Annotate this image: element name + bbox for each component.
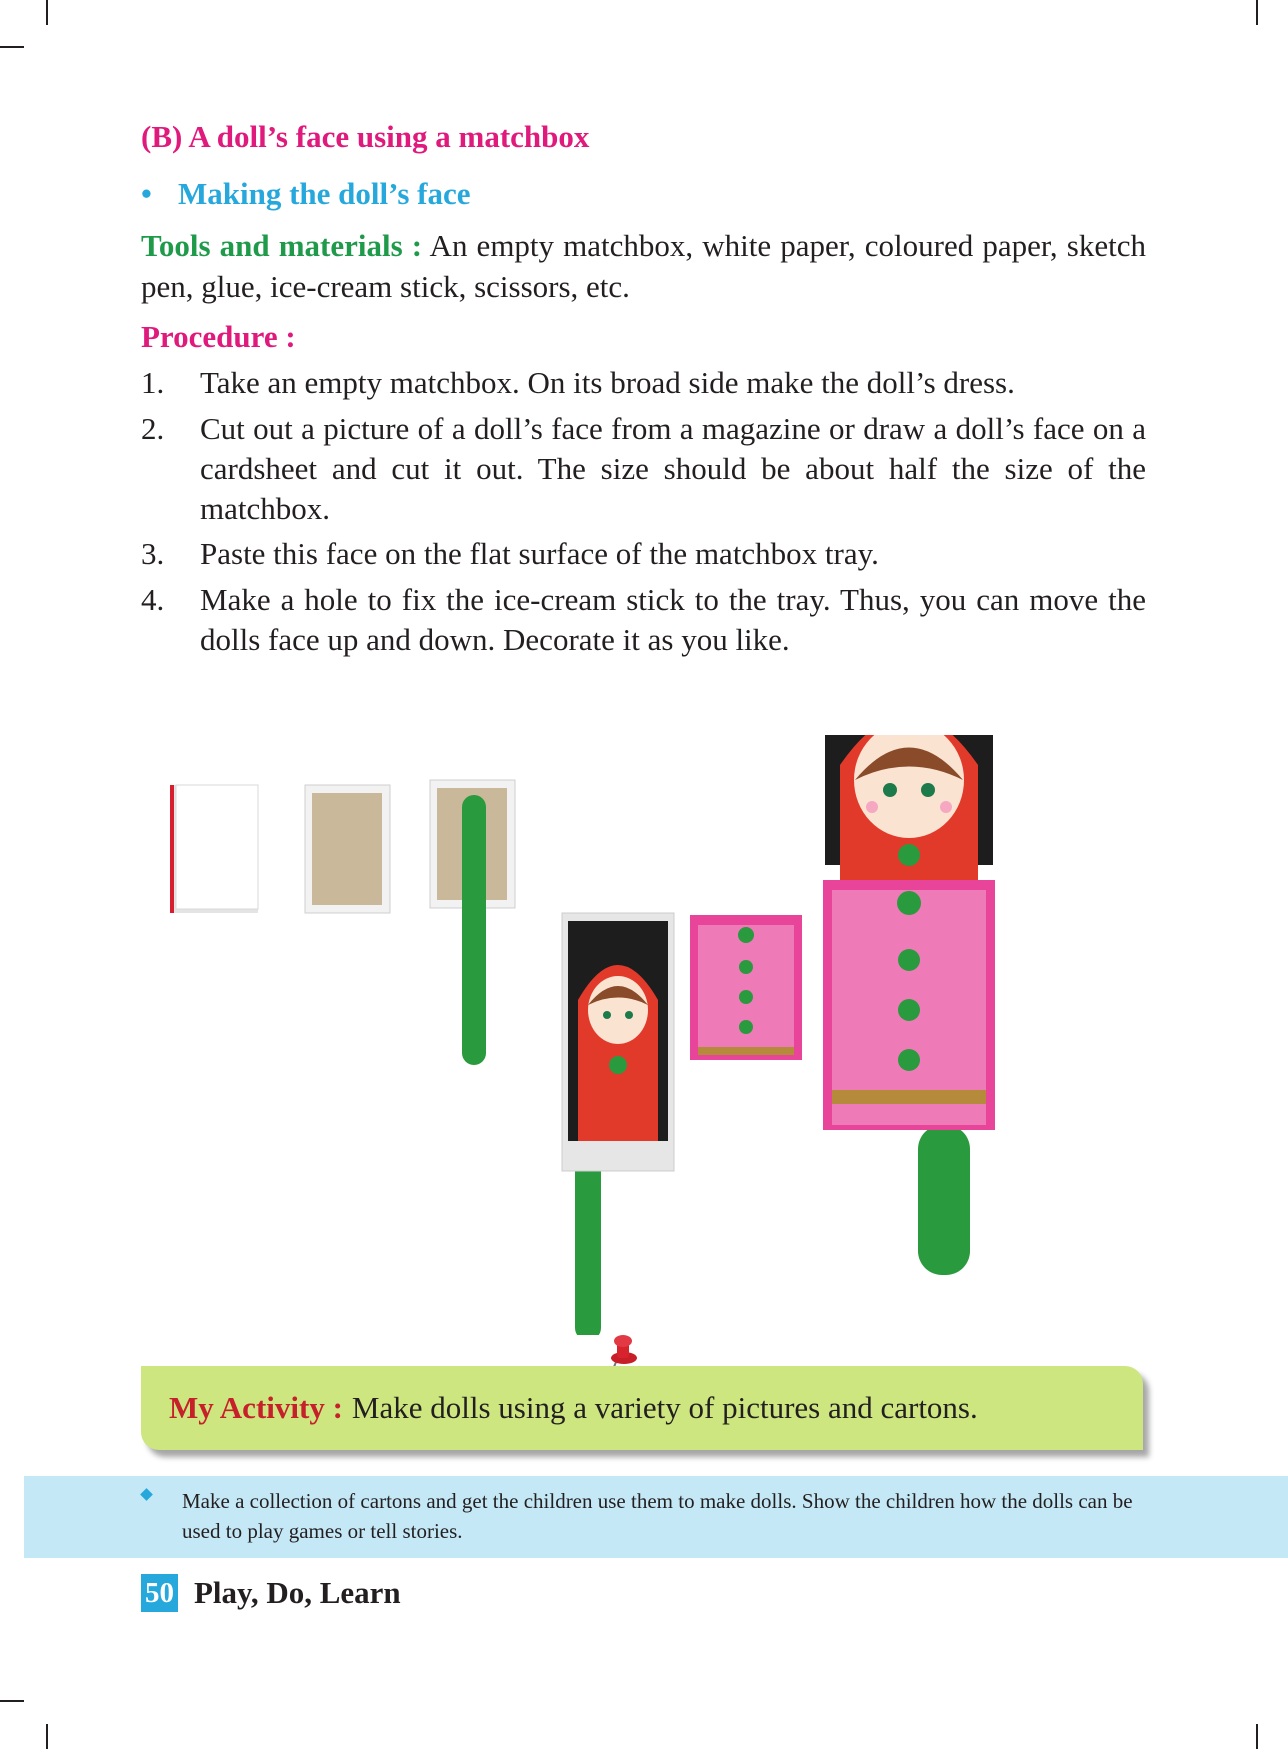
list-item bbox=[141, 534, 1146, 574]
step-text: Make a hole to fix the ice-cream stick to the tray. Thus, you can move the dolls face up and down. Decorate it as you like. bbox=[200, 581, 1146, 658]
crop-mark-bottom-left-h bbox=[0, 1700, 24, 1702]
section-heading: (B) A doll’s face using a matchbox bbox=[141, 119, 590, 154]
step-text: Cut out a picture of a doll’s face from a magazine or draw a doll’s face on a cardsheet and cut it out. The size should be about half the size of the matchbox. bbox=[200, 410, 1146, 527]
page-number: 50 bbox=[141, 1574, 178, 1612]
activity-text: Make dolls using a variety of pictures and cartons. bbox=[351, 1390, 978, 1425]
list-item bbox=[141, 580, 1146, 661]
list-item bbox=[141, 409, 1146, 530]
teacher-note-text: Make a collection of cartons and get the children use them to make dolls. Show the children how the dolls can be used to play games or tell stories. bbox=[182, 1489, 1133, 1544]
list-item bbox=[141, 363, 1146, 403]
diamond-bullet-icon bbox=[140, 1488, 153, 1501]
step-number: 4. bbox=[141, 581, 165, 617]
bullet: • bbox=[141, 176, 152, 212]
large-doll bbox=[823, 735, 995, 1275]
book-title: Play, Do, Learn bbox=[194, 1575, 401, 1610]
sub-heading bbox=[141, 175, 1146, 212]
crop-mark-bottom-left-v bbox=[46, 1724, 48, 1749]
tray-with-stick bbox=[430, 780, 515, 1065]
pink-dress-box bbox=[690, 915, 802, 1060]
crop-mark-top-right-v bbox=[1256, 0, 1258, 25]
main-content bbox=[141, 118, 1146, 665]
crop-mark-top-left-h bbox=[0, 46, 24, 48]
tools-paragraph bbox=[141, 226, 1146, 307]
tools-text: An empty matchbox, white paper, coloured paper, sketch pen, glue, ice-cream stick, scissors, etc. bbox=[141, 228, 1146, 304]
matchbox-doll-photo bbox=[150, 735, 1140, 1335]
step-number: 1. bbox=[141, 365, 165, 401]
procedure-steps bbox=[141, 363, 1146, 660]
step-number: 3. bbox=[141, 536, 165, 572]
crop-mark-bottom-right-v bbox=[1256, 1724, 1258, 1749]
my-activity-box bbox=[141, 1366, 1143, 1450]
crop-mark-top-left-v bbox=[46, 0, 48, 25]
step-text: Paste this face on the flat surface of the matchbox tray. bbox=[200, 536, 879, 572]
small-doll bbox=[562, 913, 674, 1335]
matchbox-tray bbox=[305, 785, 390, 913]
sub-heading-text: Making the doll’s face bbox=[178, 176, 471, 212]
activity-label: My Activity : bbox=[169, 1390, 343, 1425]
step-text: Take an empty matchbox. On its broad side make the doll’s dress. bbox=[200, 365, 1015, 401]
tools-label: Tools and materials : bbox=[141, 228, 423, 264]
procedure-heading: Procedure : bbox=[141, 318, 296, 354]
matchbox-closed bbox=[170, 785, 258, 913]
teacher-note bbox=[24, 1476, 1288, 1558]
page-footer bbox=[141, 1574, 401, 1612]
step-number: 2. bbox=[141, 410, 165, 446]
